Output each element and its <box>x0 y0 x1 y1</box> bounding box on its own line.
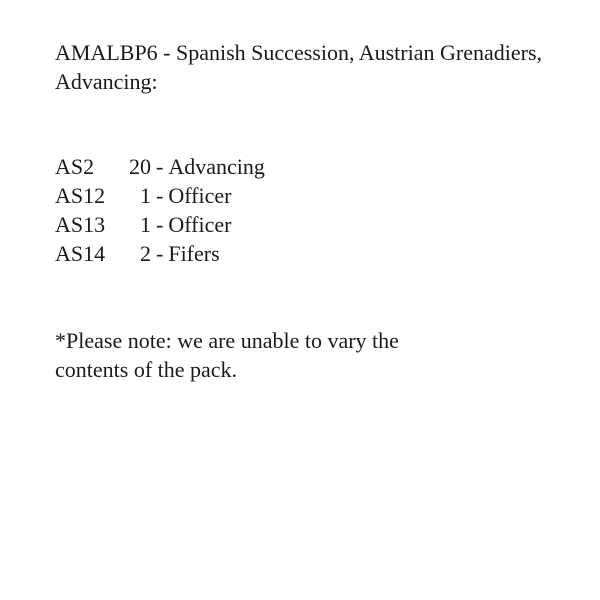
item-quantity: 1 <box>140 212 151 237</box>
list-item <box>55 181 265 210</box>
item-separator: - <box>156 212 164 237</box>
item-separator: - <box>156 241 164 266</box>
item-description: Advancing <box>168 154 265 179</box>
item-description: Officer <box>168 183 232 208</box>
item-code: AS2 <box>55 154 95 179</box>
item-code: AS13 <box>55 212 106 237</box>
item-separator: - <box>156 183 164 208</box>
pack-contents-list <box>55 152 265 268</box>
item-quantity: 20 <box>129 154 151 179</box>
list-item <box>55 152 265 181</box>
item-separator: - <box>156 154 164 179</box>
item-code: AS12 <box>55 183 106 208</box>
pack-title: AMALBP6 - Spanish Succession, Austrian Grenadiers, Advancing: <box>55 40 543 94</box>
item-description: Fifers <box>168 241 220 266</box>
item-quantity: 2 <box>140 241 151 266</box>
item-code: AS14 <box>55 241 106 266</box>
list-item <box>55 239 265 268</box>
item-description: Officer <box>168 212 232 237</box>
list-item <box>55 210 265 239</box>
pack-note: *Please note: we are unable to vary the contents of the pack. <box>55 328 399 382</box>
item-quantity: 1 <box>140 183 151 208</box>
